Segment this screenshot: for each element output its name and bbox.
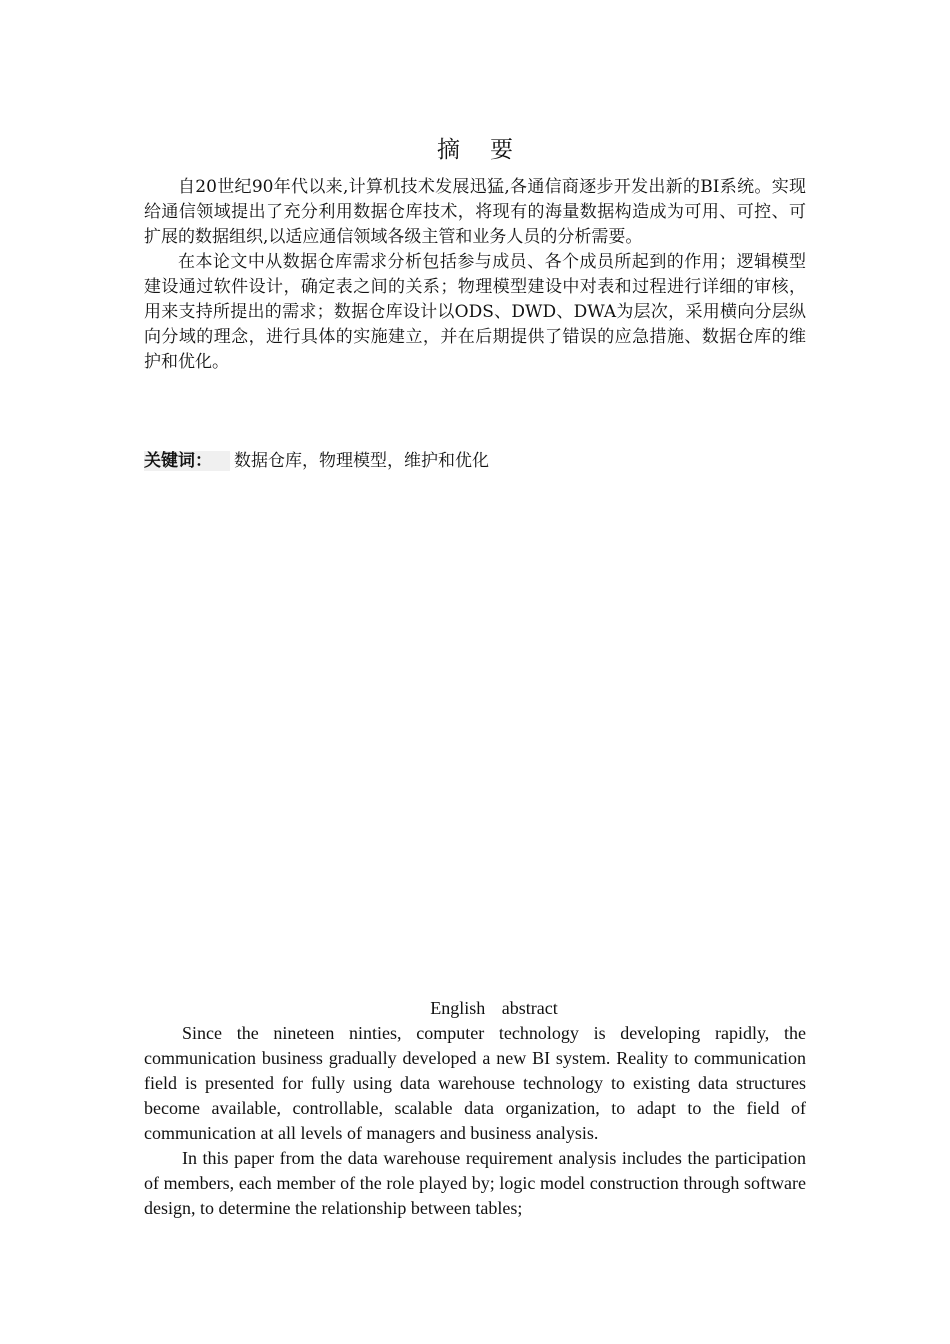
chinese-keywords xyxy=(144,449,489,474)
keywords-value: 数据仓库，物理模型，维护和优化 xyxy=(234,451,489,471)
english-abstract-body xyxy=(144,1021,806,1221)
english-abstract-paragraph-1: Since the nineteen ninties, computer technology is developing rapidly, the communication business gradually developed a new BI system. Reality to communication field is presented for fully using data warehouse technology to existing data structures become available, controllable, scalable data organization, to adapt to the field of communication at all levels of managers and business analysis. xyxy=(144,1023,806,1143)
chinese-abstract-title: 摘要 xyxy=(437,137,543,163)
english-abstract-paragraph-2: In this paper from the data warehouse requirement analysis includes the participation of members, each member of the role played by; logic model construction through software design, to determine the relationship between tables; xyxy=(144,1148,806,1218)
chinese-abstract-paragraph-1: 自20世纪90年代以来,计算机技术发展迅猛,各通信商逐步开发出新的BI系统。实现给通信领域提出了充分利用数据仓库技术，将现有的海量数据构造成为可用、可控、可扩展的数据组织,以适应通信领域各级主管和业务人员的分析需要。 xyxy=(144,177,806,247)
chinese-abstract-paragraph-2: 在本论文中从数据仓库需求分析包括参与成员、各个成员所起到的作用；逻辑模型建设通过软件设计，确定表之间的关系；物理模型建设中对表和过程进行详细的审核，用来支持所提出的需求；数据仓库设计以ODS、DWD、DWA为层次，采用横向分层纵向分域的理念，进行具体的实施建立，并在后期提供了错误的应急措施、数据仓库的维护和优化。 xyxy=(144,252,806,372)
chinese-abstract-body xyxy=(144,175,806,375)
english-abstract-title: English abstract xyxy=(430,998,558,1018)
keywords-label: 关键词： xyxy=(144,451,230,471)
